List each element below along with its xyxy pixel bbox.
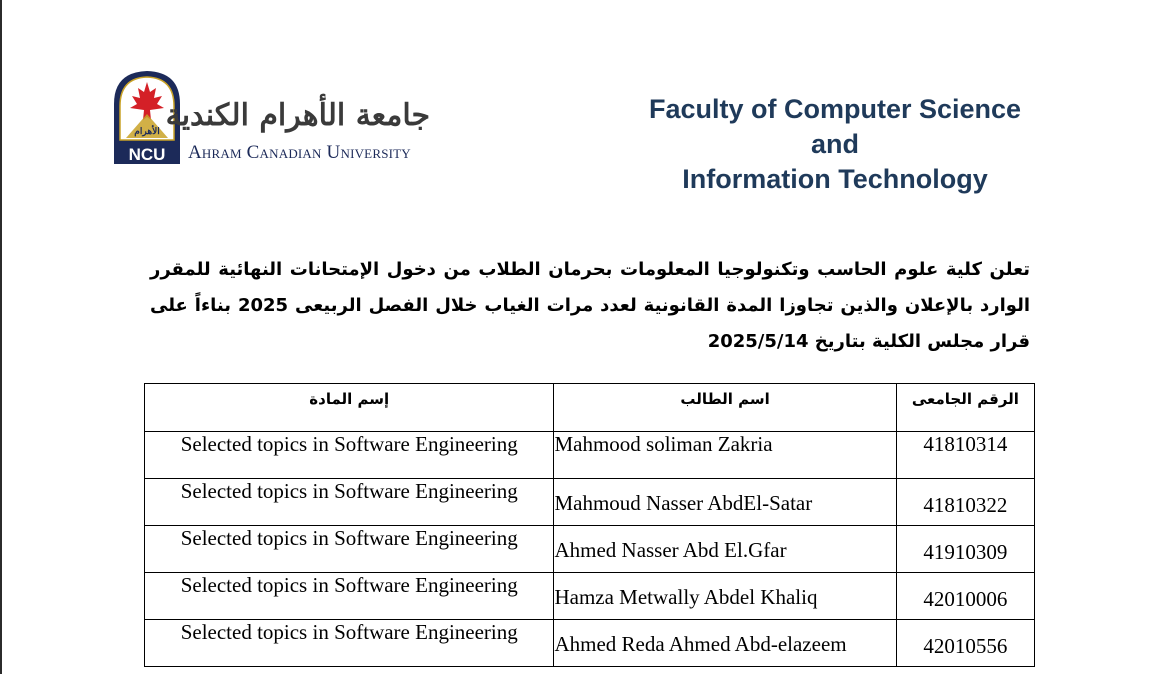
course-cell: Selected topics in Software Engineering: [145, 526, 554, 573]
table-row: [145, 479, 1035, 526]
faculty-title-line-1: Faculty of Computer Science: [648, 94, 1022, 124]
header-student-name: اسم الطالب: [554, 384, 896, 432]
table-row: [145, 526, 1035, 573]
student-id-cell: 41810322: [896, 479, 1034, 526]
table-row: [145, 573, 1035, 620]
faculty-title-line-3: Information Technology: [682, 164, 988, 194]
table-row: [145, 620, 1035, 667]
deprived-students-table: [144, 383, 1035, 667]
student-name-cell: Ahmed Reda Ahmed Abd-elazeem: [554, 620, 896, 667]
announcement-text: تعلن كلية علوم الحاسب وتكنولوجيا المعلومات بحرمان الطلاب من دخول الإمتحانات النهائية للمقرر الوارد بالإعلان والذين تجاوزا المدة القانونية لعدد مرات الغياب خلال الفصل الربيعى 2025 بناءاً على قرار مجلس الكلية بتاريخ 2025/5/14: [150, 259, 1031, 352]
logo-english-name: Ahram Canadian University: [188, 142, 411, 163]
course-cell: Selected topics in Software Engineering: [145, 479, 554, 526]
table-row: [145, 432, 1035, 479]
faculty-title-line-2: and: [810, 129, 859, 159]
emblem-arabic-text: الأهرام: [134, 127, 160, 137]
emblem-letters: NCU: [128, 145, 166, 164]
student-id-cell: 41810314: [896, 432, 1034, 479]
student-name-cell: Hamza Metwally Abdel Khaliq: [554, 573, 896, 620]
header-student-id: الرقم الجامعى: [896, 384, 1034, 432]
course-cell: Selected topics in Software Engineering: [145, 620, 554, 667]
student-id-cell: 42010556: [896, 620, 1034, 667]
faculty-title: [600, 92, 1070, 197]
student-name-cell: Mahmood soliman Zakria: [554, 432, 896, 479]
university-logo: [110, 68, 435, 170]
student-name-cell: Ahmed Nasser Abd El.Gfar: [554, 526, 896, 573]
student-id-cell: 42010006: [896, 573, 1034, 620]
course-cell: Selected topics in Software Engineering: [145, 573, 554, 620]
header-course: إسم المادة: [145, 384, 554, 432]
student-id-cell: 41910309: [896, 526, 1034, 573]
table-header-row: [145, 384, 1035, 432]
course-cell: Selected topics in Software Engineering: [145, 432, 554, 479]
page-left-border: [0, 0, 2, 674]
student-name-cell: Mahmoud Nasser AbdEl-Satar: [554, 479, 896, 526]
logo-arabic-name: جامعة الأهرام الكندية: [165, 98, 430, 133]
